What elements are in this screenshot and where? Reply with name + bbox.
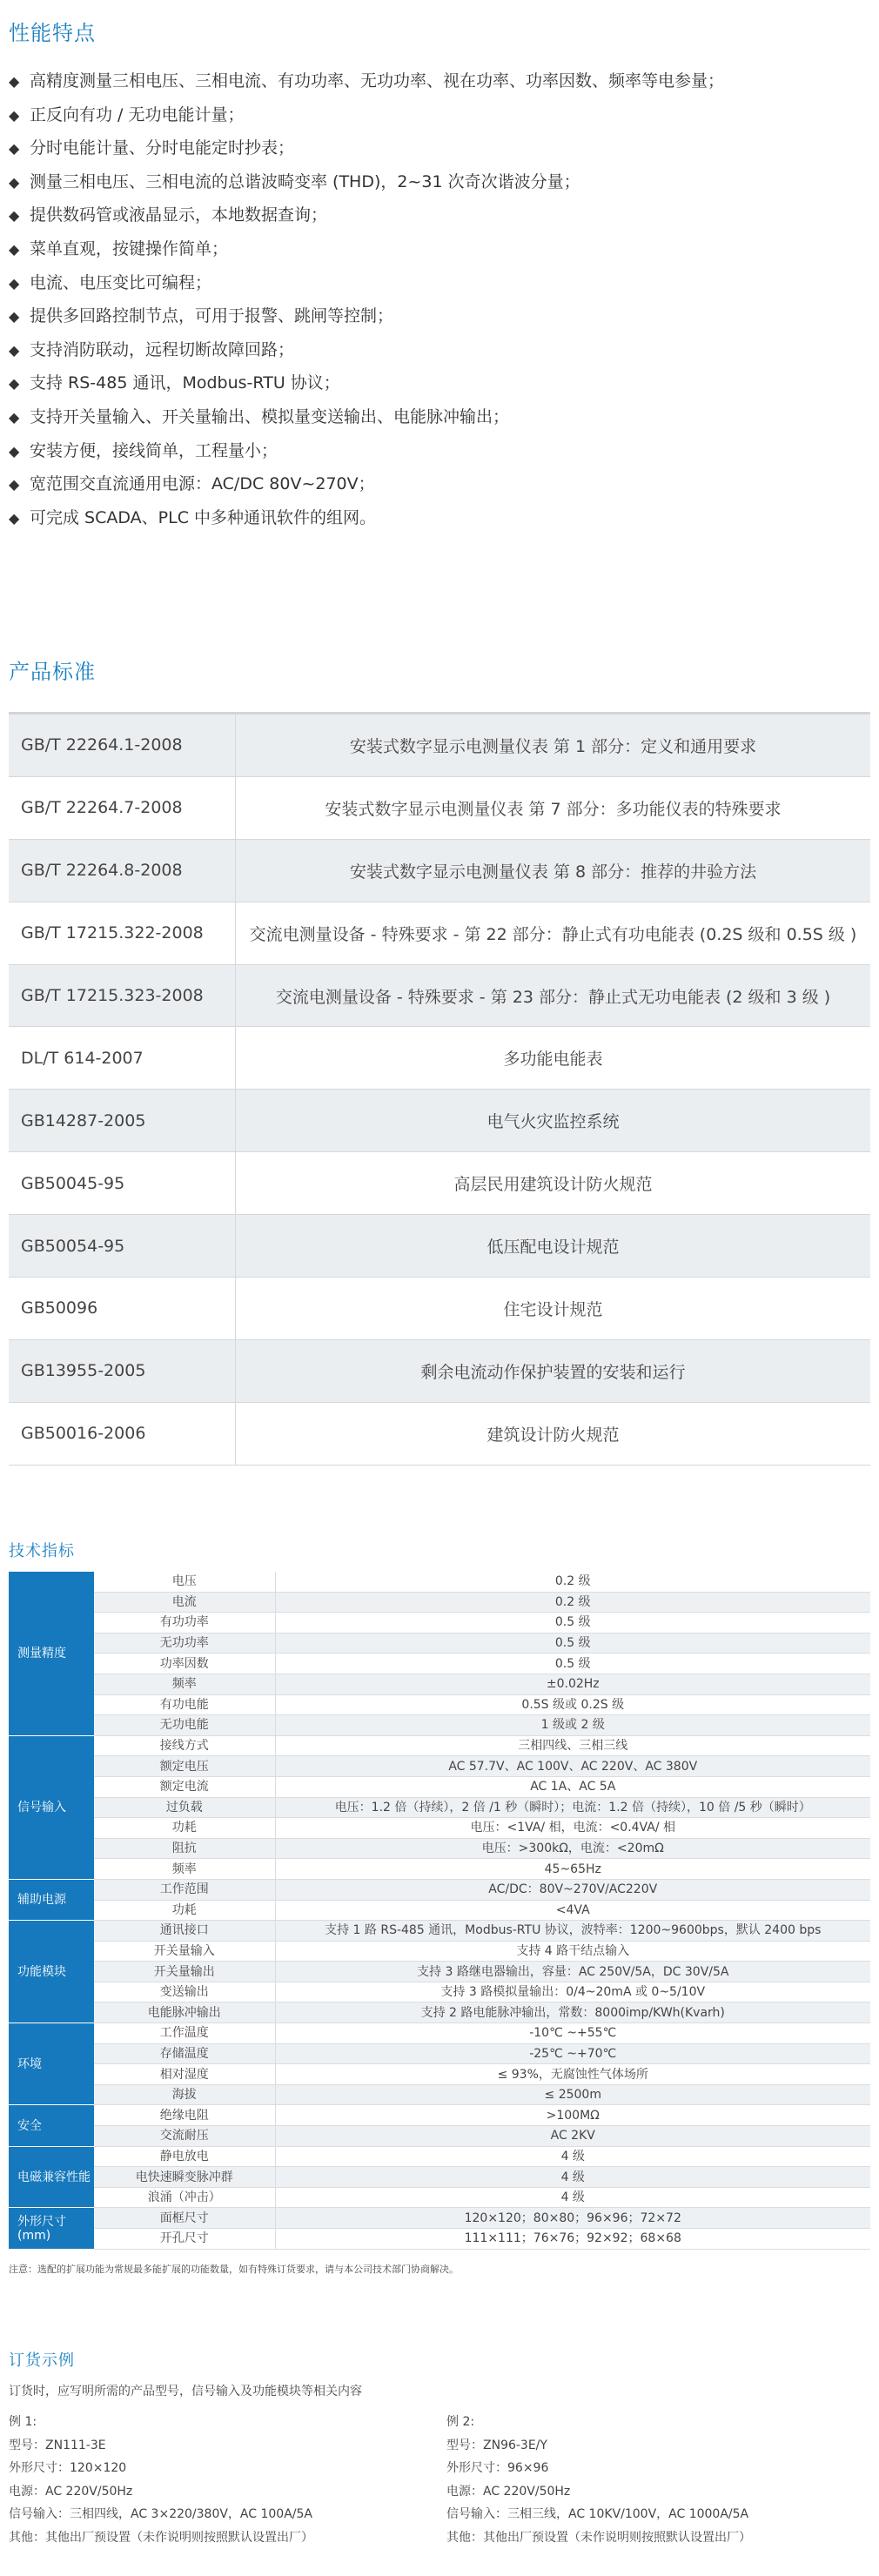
spec-row bbox=[9, 1962, 870, 1982]
standard-desc: 高层民用建筑设计防火规范 bbox=[236, 1152, 871, 1215]
spec-row bbox=[9, 1921, 870, 1942]
standard-row bbox=[9, 839, 870, 902]
example-line: 信号输入：三相四线，AC 3×220/380V，AC 100A/5A bbox=[9, 2507, 312, 2521]
spec-row bbox=[9, 2084, 870, 2105]
spec-param: 绝缘电阻 bbox=[94, 2105, 275, 2126]
specs-title: 技术指标 bbox=[9, 1542, 75, 1560]
standards-title: 产品标准 bbox=[9, 660, 96, 684]
spec-param: 工作范围 bbox=[94, 1879, 275, 1900]
diamond-bullet-icon: ◆ bbox=[9, 442, 20, 460]
spec-row bbox=[9, 1818, 870, 1839]
spec-value: 支持 1 路 RS-485 通讯，Modbus-RTU 协议，波特率：1200~9600bps，默认 2400 bps bbox=[275, 1921, 870, 1942]
spec-row bbox=[9, 2146, 870, 2167]
spec-value: AC 57.7V、AC 100V、AC 220V、AC 380V bbox=[275, 1756, 870, 1777]
feature-text: 宽范围交直流通用电源：AC/DC 80V~270V； bbox=[30, 474, 375, 494]
feature-text: 正反向有功 / 无功电能计量； bbox=[30, 104, 245, 124]
diamond-bullet-icon: ◆ bbox=[9, 207, 20, 225]
standard-desc: 建筑设计防火规范 bbox=[236, 1402, 871, 1465]
spec-category: 环境 bbox=[9, 2023, 94, 2105]
spec-param: 阻抗 bbox=[94, 1838, 275, 1859]
spec-row bbox=[9, 1941, 870, 1962]
feature-item bbox=[9, 333, 870, 367]
spec-param: 海拔 bbox=[94, 2084, 275, 2105]
standard-code: GB/T 17215.322-2008 bbox=[9, 902, 236, 964]
spec-value: 45~65Hz bbox=[275, 1859, 870, 1880]
spec-row bbox=[9, 1654, 870, 1674]
diamond-bullet-icon: ◆ bbox=[9, 375, 20, 392]
standard-desc: 电气火灾监控系统 bbox=[236, 1090, 871, 1152]
spec-param: 电快速瞬变脉冲群 bbox=[94, 2167, 275, 2188]
spec-row bbox=[9, 2208, 870, 2229]
spec-category: 信号输入 bbox=[9, 1735, 94, 1879]
ordering-title: 订货示例 bbox=[9, 2351, 75, 2370]
spec-row bbox=[9, 1859, 870, 1880]
spec-value: 111×111；76×76；92×92；68×68 bbox=[275, 2229, 870, 2250]
standard-row bbox=[9, 1152, 870, 1215]
spec-param: 接线方式 bbox=[94, 1735, 275, 1756]
spec-row bbox=[9, 1900, 870, 1921]
order-example-1 bbox=[9, 2411, 426, 2549]
spec-value: 支持 3 路模拟量输出：0/4~20mA 或 0~5/10V bbox=[275, 1982, 870, 2002]
spec-value: 电压：<1VA/ 相，电流：<0.4VA/ 相 bbox=[275, 1818, 870, 1839]
spec-param: 面框尺寸 bbox=[94, 2208, 275, 2229]
spec-value: >100MΩ bbox=[275, 2105, 870, 2126]
example-line: 信号输入：三相三线，AC 10KV/100V，AC 1000A/5A bbox=[446, 2507, 749, 2521]
specs-table bbox=[9, 1572, 870, 2250]
spec-param: 电压 bbox=[94, 1572, 275, 1592]
example-line: 其他：其他出厂预设置（未作说明则按照默认设置出厂） bbox=[446, 2530, 751, 2545]
spec-value: ±0.02Hz bbox=[275, 1674, 870, 1694]
spec-category: 外形尺寸 (mm) bbox=[9, 2208, 94, 2249]
spec-param: 交流耐压 bbox=[94, 2126, 275, 2147]
spec-param: 无功功率 bbox=[94, 1633, 275, 1654]
diamond-bullet-icon: ◆ bbox=[9, 106, 20, 124]
standard-code: GB/T 22264.1-2008 bbox=[9, 714, 236, 777]
feature-item bbox=[9, 434, 870, 468]
spec-value: 4 级 bbox=[275, 2146, 870, 2167]
standard-desc: 低压配电设计规范 bbox=[236, 1215, 871, 1278]
feature-item bbox=[9, 501, 870, 535]
spec-param: 开关量输入 bbox=[94, 1941, 275, 1962]
order-example-2 bbox=[446, 2411, 864, 2549]
specs-note: 注意：选配的扩展功能为常规最多能扩展的功能数量，如有特殊订货要求，请与本公司技术部门协商解决。 bbox=[9, 2264, 459, 2275]
spec-category: 辅助电源 bbox=[9, 1879, 94, 1920]
feature-item bbox=[9, 467, 870, 501]
spec-row bbox=[9, 2043, 870, 2064]
spec-value: 4 级 bbox=[275, 2187, 870, 2208]
spec-row bbox=[9, 1735, 870, 1756]
spec-row bbox=[9, 1674, 870, 1694]
feature-text: 电流、电压变比可编程； bbox=[30, 272, 212, 292]
standard-row bbox=[9, 1339, 870, 1402]
spec-value: 1 级或 2 级 bbox=[275, 1715, 870, 1736]
standard-code: GB/T 17215.323-2008 bbox=[9, 964, 236, 1027]
spec-row bbox=[9, 1756, 870, 1777]
feature-item bbox=[9, 198, 870, 232]
standard-row bbox=[9, 1215, 870, 1278]
spec-value: 0.5 级 bbox=[275, 1613, 870, 1633]
spec-value: 0.2 级 bbox=[275, 1592, 870, 1613]
spec-value: 4 级 bbox=[275, 2167, 870, 2188]
feature-item bbox=[9, 232, 870, 266]
feature-text: 测量三相电压、三相电流的总谐波畸变率 (THD)，2~31 次奇次谐波分量； bbox=[30, 171, 580, 191]
feature-item bbox=[9, 266, 870, 300]
diamond-bullet-icon: ◆ bbox=[9, 274, 20, 292]
spec-value: 0.2 级 bbox=[275, 1572, 870, 1592]
standard-desc: 安装式数字显示电测量仪表 第 1 部分：定义和通用要求 bbox=[236, 714, 871, 777]
spec-value: -10℃ ~+55℃ bbox=[275, 2023, 870, 2044]
spec-value: ≤ 2500m bbox=[275, 2084, 870, 2105]
standard-row bbox=[9, 1402, 870, 1465]
spec-value: 0.5 级 bbox=[275, 1654, 870, 1674]
standard-code: GB/T 22264.7-2008 bbox=[9, 776, 236, 839]
diamond-bullet-icon: ◆ bbox=[9, 341, 20, 359]
standards-table bbox=[9, 712, 870, 1466]
example-line: 型号：ZN96-3E/Y bbox=[446, 2438, 547, 2452]
standard-code: DL/T 614-2007 bbox=[9, 1027, 236, 1090]
spec-category: 功能模块 bbox=[9, 1921, 94, 2023]
standard-code: GB13955-2005 bbox=[9, 1339, 236, 1402]
spec-value: ≤ 93%，无腐蚀性气体场所 bbox=[275, 2064, 870, 2085]
feature-item bbox=[9, 299, 870, 333]
spec-param: 静电放电 bbox=[94, 2146, 275, 2167]
standard-desc: 住宅设计规范 bbox=[236, 1278, 871, 1340]
spec-category: 测量精度 bbox=[9, 1572, 94, 1735]
feature-item bbox=[9, 165, 870, 199]
spec-param: 电流 bbox=[94, 1592, 275, 1613]
spec-row bbox=[9, 1572, 870, 1592]
spec-value: -25℃ ~+70℃ bbox=[275, 2043, 870, 2064]
spec-row bbox=[9, 2002, 870, 2023]
spec-row bbox=[9, 2187, 870, 2208]
spec-value: 电压：1.2 倍（持续），2 倍 /1 秒（瞬时）；电流：1.2 倍（持续），10 倍 /5 秒（瞬时） bbox=[275, 1797, 870, 1818]
example-line: 外形尺寸：120×120 bbox=[9, 2461, 127, 2475]
spec-value: 支持 4 路干结点输入 bbox=[275, 1941, 870, 1962]
spec-param: 频率 bbox=[94, 1859, 275, 1880]
feature-item bbox=[9, 64, 870, 98]
diamond-bullet-icon: ◆ bbox=[9, 173, 20, 191]
spec-category: 安全 bbox=[9, 2105, 94, 2146]
spec-value: 0.5S 级或 0.2S 级 bbox=[275, 1694, 870, 1715]
feature-item bbox=[9, 400, 870, 434]
features-title: 性能特点 bbox=[9, 21, 96, 45]
spec-row bbox=[9, 1633, 870, 1654]
spec-param: 无功电能 bbox=[94, 1715, 275, 1736]
spec-param: 电能脉冲输出 bbox=[94, 2002, 275, 2023]
spec-param: 有功功率 bbox=[94, 1613, 275, 1633]
standard-desc: 多功能电能表 bbox=[236, 1027, 871, 1090]
feature-text: 支持消防联动，远程切断故障回路； bbox=[30, 339, 295, 359]
standard-desc: 安装式数字显示电测量仪表 第 7 部分：多功能仪表的特殊要求 bbox=[236, 776, 871, 839]
standard-row bbox=[9, 776, 870, 839]
diamond-bullet-icon: ◆ bbox=[9, 73, 20, 90]
feature-text: 支持开关量输入、开关量输出、模拟量变送输出、电能脉冲输出； bbox=[30, 406, 510, 426]
spec-param: 频率 bbox=[94, 1674, 275, 1694]
spec-param: 功耗 bbox=[94, 1818, 275, 1839]
spec-param: 存储温度 bbox=[94, 2043, 275, 2064]
spec-row bbox=[9, 1694, 870, 1715]
spec-value: 0.5 级 bbox=[275, 1633, 870, 1654]
spec-param: 开关量输出 bbox=[94, 1962, 275, 1982]
spec-row bbox=[9, 2126, 870, 2147]
spec-value: AC 1A、AC 5A bbox=[275, 1776, 870, 1797]
spec-param: 有功电能 bbox=[94, 1694, 275, 1715]
standard-desc: 安装式数字显示电测量仪表 第 8 部分：推荐的井验方法 bbox=[236, 839, 871, 902]
spec-param: 工作温度 bbox=[94, 2023, 275, 2044]
example-label: 例 1: bbox=[9, 2415, 37, 2429]
spec-value: 支持 2 路电能脉冲输出，常数：8000imp/KWh(Kvarh) bbox=[275, 2002, 870, 2023]
diamond-bullet-icon: ◆ bbox=[9, 308, 20, 325]
standard-row bbox=[9, 714, 870, 777]
spec-row bbox=[9, 1592, 870, 1613]
spec-row bbox=[9, 2105, 870, 2126]
spec-param: 变送输出 bbox=[94, 1982, 275, 2002]
spec-category: 电磁兼容性能 bbox=[9, 2146, 94, 2208]
spec-row bbox=[9, 1838, 870, 1859]
example-line: 外形尺寸：96×96 bbox=[446, 2461, 549, 2475]
spec-value: 120×120；80×80；96×96；72×72 bbox=[275, 2208, 870, 2229]
feature-text: 安装方便，接线简单，工程量小； bbox=[30, 440, 278, 460]
standard-row bbox=[9, 964, 870, 1027]
feature-text: 支持 RS-485 通讯，Modbus-RTU 协议； bbox=[30, 373, 340, 393]
spec-row bbox=[9, 1776, 870, 1797]
spec-param: 额定电流 bbox=[94, 1776, 275, 1797]
feature-text: 菜单直观，按键操作简单； bbox=[30, 238, 229, 258]
diamond-bullet-icon: ◆ bbox=[9, 140, 20, 158]
spec-row bbox=[9, 2167, 870, 2188]
spec-param: 过负载 bbox=[94, 1797, 275, 1818]
ordering-intro: 订货时，应写明所需的产品型号，信号输入及功能模块等相关内容 bbox=[9, 2385, 362, 2398]
example-label: 例 2: bbox=[446, 2415, 475, 2429]
spec-param: 功耗 bbox=[94, 1900, 275, 1921]
example-line: 其他：其他出厂预设置（未作说明则按照默认设置出厂） bbox=[9, 2530, 313, 2545]
standard-row bbox=[9, 1027, 870, 1090]
example-line: 型号：ZN111-3E bbox=[9, 2438, 106, 2452]
standard-row bbox=[9, 902, 870, 964]
standard-row bbox=[9, 1090, 870, 1152]
spec-row bbox=[9, 2064, 870, 2085]
diamond-bullet-icon: ◆ bbox=[9, 408, 20, 426]
diamond-bullet-icon: ◆ bbox=[9, 240, 20, 258]
spec-row bbox=[9, 2023, 870, 2044]
spec-value: 三相四线、三相三线 bbox=[275, 1735, 870, 1756]
feature-item bbox=[9, 366, 870, 400]
spec-value: 支持 3 路继电器输出，容量：AC 250V/5A，DC 30V/5A bbox=[275, 1962, 870, 1982]
spec-row bbox=[9, 1613, 870, 1633]
spec-row bbox=[9, 2229, 870, 2250]
standard-code: GB14287-2005 bbox=[9, 1090, 236, 1152]
spec-param: 浪涌（冲击） bbox=[94, 2187, 275, 2208]
spec-value: AC 2KV bbox=[275, 2126, 870, 2147]
spec-param: 功率因数 bbox=[94, 1654, 275, 1674]
spec-param: 开孔尺寸 bbox=[94, 2229, 275, 2250]
feature-text: 高精度测量三相电压、三相电流、有功功率、无功功率、视在功率、功率因数、频率等电参量； bbox=[30, 71, 725, 91]
diamond-bullet-icon: ◆ bbox=[9, 509, 20, 527]
standard-desc: 剩余电流动作保护装置的安装和运行 bbox=[236, 1339, 871, 1402]
spec-value: 电压：>300kΩ，电流：<20mΩ bbox=[275, 1838, 870, 1859]
diamond-bullet-icon: ◆ bbox=[9, 476, 20, 493]
feature-text: 提供多回路控制节点，可用于报警、跳闸等控制； bbox=[30, 306, 394, 326]
spec-param: 相对湿度 bbox=[94, 2064, 275, 2085]
standard-desc: 交流电测量设备 - 特殊要求 - 第 23 部分：静止式无功电能表 (2 级和 3 级 ) bbox=[236, 964, 871, 1027]
standard-code: GB50054-95 bbox=[9, 1215, 236, 1278]
feature-item bbox=[9, 131, 870, 165]
feature-text: 可完成 SCADA、PLC 中多种通讯软件的组网。 bbox=[30, 507, 377, 527]
spec-param: 额定电压 bbox=[94, 1756, 275, 1777]
standard-code: GB50096 bbox=[9, 1278, 236, 1340]
standard-row bbox=[9, 1278, 870, 1340]
spec-row bbox=[9, 1982, 870, 2002]
example-line: 电源：AC 220V/50Hz bbox=[446, 2484, 571, 2499]
feature-item bbox=[9, 98, 870, 132]
spec-value: AC/DC：80V~270V/AC220V bbox=[275, 1879, 870, 1900]
feature-text: 提供数码管或液晶显示，本地数据查询； bbox=[30, 205, 328, 225]
spec-row bbox=[9, 1797, 870, 1818]
standard-desc: 交流电测量设备 - 特殊要求 - 第 22 部分：静止式有功电能表 (0.2S 级和 0.5S 级 ) bbox=[236, 902, 871, 964]
features-list bbox=[9, 64, 870, 534]
example-line: 电源：AC 220V/50Hz bbox=[9, 2484, 133, 2499]
spec-value: <4VA bbox=[275, 1900, 870, 1921]
standard-code: GB/T 22264.8-2008 bbox=[9, 839, 236, 902]
standard-code: GB50016-2006 bbox=[9, 1402, 236, 1465]
standard-code: GB50045-95 bbox=[9, 1152, 236, 1215]
feature-text: 分时电能计量、分时电能定时抄表； bbox=[30, 138, 295, 158]
spec-param: 通讯接口 bbox=[94, 1921, 275, 1942]
spec-row bbox=[9, 1879, 870, 1900]
spec-row bbox=[9, 1715, 870, 1736]
